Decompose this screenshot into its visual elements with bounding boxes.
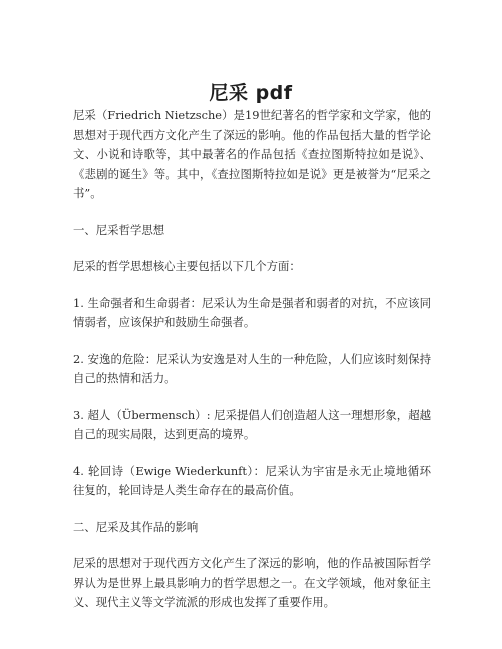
influence-paragraph: 尼采的思想对于现代西方文化产生了深远的影响，他的作品被国际哲学界认为是世界上最具影响力的哲学思想之一。在文学领域，他对象征主义、现代主义等文学流派的形成也发挥了重要作用。 — [73, 556, 431, 609]
list-item: 3. 超人（Übermensch）: 尼采提倡人们创造超人这一理想形象，超越自己的现实局限，达到更高的境界。 — [73, 407, 431, 441]
intro-paragraph: 尼采（Friedrich Nietzsche）是19世纪著名的哲学家和文学家，他的思想对于现代西方文化产生了深远的影响。他的作品包括大量的哲学论文、小说和诗歌等，其中最著名的作品包括《查拉图斯特拉如是说》、《悲剧的诞生》等。其中，《查拉图斯特拉如是说》更是被誉为“尼采之书”。 — [73, 108, 431, 200]
section-heading-influence: 二、尼采及其作品的影响 — [73, 519, 199, 534]
list-item: 2. 安逸的危险：尼采认为安逸是对人生的一种危险，人们应该时刻保持自己的热情和活力。 — [73, 351, 431, 385]
document-title: 尼采 pdf — [209, 82, 293, 104]
list-item: 4. 轮回诗（Ewige Wiederkunft）：尼采认为宇宙是永无止境地循环往复的，轮回诗是人类生命存在的最高价值。 — [73, 463, 431, 497]
document-body — [73, 106, 431, 613]
list-item: 1. 生命强者和生命弱者：尼采认为生命是强者和弱者的对抗，不应该同情弱者，应该保护和鼓励生命强者。 — [73, 295, 431, 329]
section-heading-philosophy: 一、尼采哲学思想 — [73, 222, 165, 237]
section-lead-paragraph: 尼采的哲学思想核心主要包括以下几个方面： — [73, 259, 301, 273]
